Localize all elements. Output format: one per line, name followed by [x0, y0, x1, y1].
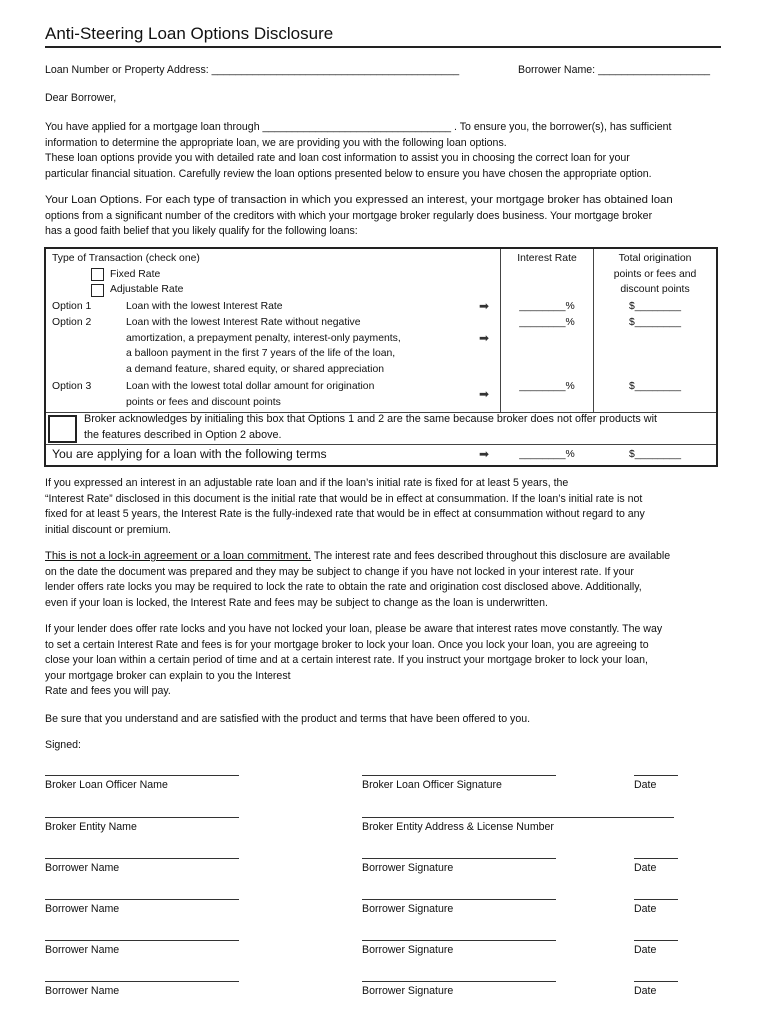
- signature-line[interactable]: [362, 981, 556, 982]
- sig-row-signature-label: Borrower Signature: [362, 985, 454, 997]
- greeting: Dear Borrower,: [45, 92, 117, 104]
- lock-in-heading: This is not a lock-in agreement or a loan commitment.: [45, 550, 312, 562]
- sig-row-signature-label: Borrower Signature: [362, 944, 454, 956]
- option2-description: Loan with the lowest Interest Rate without negative amortization, a prepayment penalty, interest-only payments, a balloon payment in the first 7 years of the life of the loan, a demand feature, shared equity, or shared appreciation: [126, 317, 401, 376]
- option3-rate-field[interactable]: ________%: [519, 381, 575, 392]
- address-line[interactable]: [362, 817, 674, 818]
- arrow-right-icon: ➡: [479, 299, 490, 313]
- option1-rate-field[interactable]: ________%: [519, 301, 575, 312]
- intro-paragraph: You have applied for a mortgage loan through ________________________________ . To ensure you, the borrower(s), has sufficient information to determine the appropriate loan, we are providing you with the following loan options. These loan options provide you with detailed rate and loan cost information to assist you in choosing the correct loan for your particular financial situation. Carefully review the loan options presented below to ensure you have chosen the appropriate option.: [45, 121, 672, 180]
- broker-initial-box[interactable]: [48, 415, 77, 443]
- fixed-rate-label: Fixed Rate: [110, 269, 161, 280]
- signed-label: Signed:: [45, 739, 81, 751]
- option2-cost-field[interactable]: $________: [628, 317, 681, 328]
- loan-options-table: [44, 247, 718, 467]
- sig-row-name-label: Borrower Name: [45, 903, 120, 915]
- loan-number-field[interactable]: __________________________________________: [211, 64, 460, 76]
- adjustable-rate-paragraph: If you expressed an interest in an adjustable rate loan and if the loan’s initial rate is fixed for at least 5 years, the “Interest Rate” disclosed in this document is the initial rate that would be in effect at consummation. If the loan’s initial rate is not fixed for at least 5 years, the Interest Rate is the fully-indexed rate that would be in effect at consummation without regard to any initial discount or premium.: [45, 477, 645, 536]
- interest-rate-header: Interest Rate: [517, 253, 577, 264]
- sig-row-signature-label: Borrower Signature: [362, 903, 454, 915]
- sig-row-signature-label: Broker Loan Officer Signature: [362, 779, 502, 791]
- adjustable-rate-label: Adjustable Rate: [110, 284, 184, 295]
- signature-line[interactable]: [45, 858, 239, 859]
- option2-rate-field[interactable]: ________%: [519, 317, 575, 328]
- broker-acknowledgement-line1: Broker acknowledges by initialing this box that Options 1 and 2 are the same because broker does not offer products wit: [84, 413, 657, 425]
- orig-header-line2: points or fees and: [613, 269, 697, 280]
- signature-line[interactable]: [45, 940, 239, 941]
- broker-acknowledgement-line2: the features described in Option 2 above.: [84, 429, 282, 441]
- transaction-type-label: Type of Transaction (check one): [52, 253, 200, 264]
- borrower-name-label: Borrower Name: ___________________: [518, 64, 711, 76]
- option1-label: Option 1: [52, 301, 92, 312]
- option1-description: Loan with the lowest Interest Rate: [126, 301, 283, 312]
- date-line[interactable]: [634, 858, 678, 859]
- sig-row-date-label: Date: [634, 944, 657, 956]
- loan-number-label: Loan Number or Property Address: __________________________________________: [45, 64, 460, 76]
- sig-row-name-label: Broker Entity Name: [45, 821, 137, 833]
- sig-row-date-label: Date: [634, 862, 657, 874]
- orig-header-line3: discount points: [620, 284, 690, 295]
- signature-line[interactable]: [45, 817, 239, 818]
- fixed-rate-checkbox[interactable]: [91, 268, 104, 281]
- option3-label: Option 3: [52, 381, 92, 392]
- signature-line[interactable]: [45, 775, 239, 776]
- date-line[interactable]: [634, 775, 678, 776]
- signature-line[interactable]: [362, 775, 556, 776]
- adjustable-rate-checkbox[interactable]: [91, 284, 104, 297]
- option2-label: Option 2: [52, 317, 92, 328]
- lock-in-paragraph: This is not a lock-in agreement or a loan commitment. The interest rate and fees described throughout this disclosure are available on the date the document was prepared and they may be subject to change if you have not locked in your interest rate. If your lender offers rate locks you may be required to lock the rate to obtain the rate and origination cost disclosed above. Additionally, even if your loan is locked, the Interest Rate and fees may be subject to change as the loan is underwritten.: [45, 550, 671, 609]
- arrow-right-icon: ➡: [479, 447, 490, 461]
- options-paragraph: Your Loan Options. For each type of transaction in which you expressed an interest, your mortgage broker has obtained loan options from a significant number of the creditors with which your mortgage broker regularly does business. Your mortgage broker has a good faith belief that you likely qualify for the following loans:: [45, 194, 673, 238]
- sig-row-date-label: Date: [634, 903, 657, 915]
- option3-cost-field[interactable]: $________: [628, 381, 681, 392]
- sig-row-date-label: Date: [634, 779, 657, 791]
- signature-line[interactable]: [362, 858, 556, 859]
- arrow-right-icon: ➡: [479, 331, 490, 345]
- sig-row-name-label: Borrower Name: [45, 862, 120, 874]
- option3-description: Loan with the lowest total dollar amount for origination points or fees and discount points: [126, 381, 375, 408]
- sig-row-address-label: Broker Entity Address & License Number: [362, 821, 554, 833]
- sig-row-name-label: Broker Loan Officer Name: [45, 779, 168, 791]
- signature-line[interactable]: [45, 899, 239, 900]
- applying-cost-field[interactable]: $________: [628, 449, 681, 460]
- rate-lock-paragraph: If your lender does offer rate locks and you have not locked your loan, please be aware that interest rates move constantly. The way to set a certain Interest Rate and fees is for your mortgage broker to lock your loan. Once you lock your loan, you are agreeing to close your loan within a certain period of time and at a certain interest rate. If you instruct your mortgage broker to lock your loan, your mortgage broker can explain to you the Interest Rate and fees you will pay.: [45, 623, 663, 698]
- arrow-right-icon: ➡: [479, 387, 490, 401]
- borrower-name-field[interactable]: ___________________: [598, 64, 711, 76]
- applying-terms-label: You are applying for a loan with the following terms: [52, 447, 327, 461]
- signature-line[interactable]: [45, 981, 239, 982]
- satisfied-statement: Be sure that you understand and are satisfied with the product and terms that have been offered to you.: [45, 713, 531, 725]
- date-line[interactable]: [634, 899, 678, 900]
- title-rule: [45, 46, 721, 48]
- date-line[interactable]: [634, 940, 678, 941]
- signature-line[interactable]: [362, 899, 556, 900]
- date-line[interactable]: [634, 981, 678, 982]
- sig-row-name-label: Borrower Name: [45, 944, 120, 956]
- option1-cost-field[interactable]: $________: [628, 301, 681, 312]
- sig-row-name-label: Borrower Name: [45, 985, 120, 997]
- signature-line[interactable]: [362, 940, 556, 941]
- sig-row-date-label: Date: [634, 985, 657, 997]
- applying-rate-field[interactable]: ________%: [519, 449, 575, 460]
- page-title: Anti-Steering Loan Options Disclosure: [45, 24, 334, 43]
- sig-row-signature-label: Borrower Signature: [362, 862, 454, 874]
- orig-header-line1: Total origination: [618, 253, 692, 264]
